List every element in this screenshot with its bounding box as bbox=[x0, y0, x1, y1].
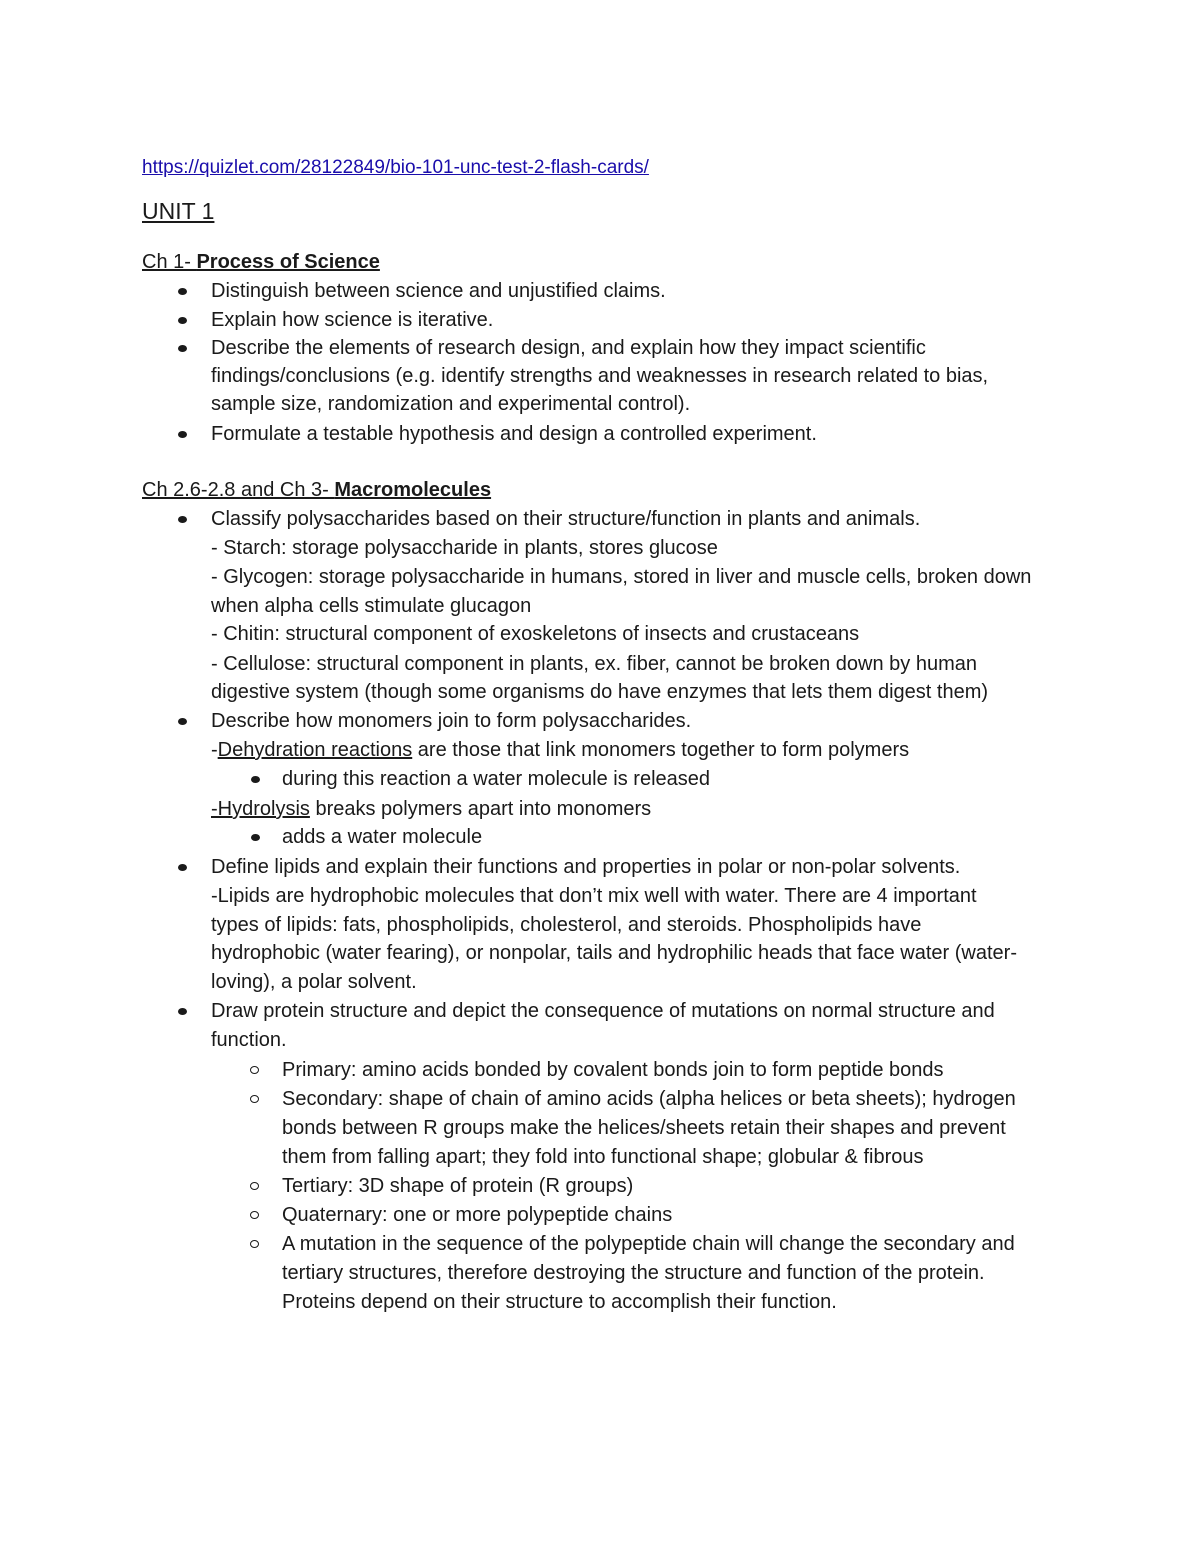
section-heading-macromolecules bbox=[142, 480, 491, 500]
bullet-icon bbox=[178, 431, 187, 438]
list-item-continuation: function. bbox=[211, 1029, 287, 1051]
list-item-detail: loving), a polar solvent. bbox=[211, 971, 417, 993]
list-item-continuation: sample size, randomization and experimental control). bbox=[211, 393, 691, 415]
heading-bold: Process of Science bbox=[196, 251, 380, 273]
list-item-detail: digestive system (though some organisms do have enzymes that lets them digest them) bbox=[211, 681, 989, 703]
list-item-detail: -Lipids are hydrophobic molecules that don’t mix well with water. There are 4 important bbox=[211, 885, 977, 907]
sub-list-item: during this reaction a water molecule is released bbox=[282, 768, 710, 790]
bullet-icon bbox=[251, 834, 260, 841]
list-item: Draw protein structure and depict the consequence of mutations on normal structure and bbox=[211, 1000, 995, 1022]
sub-list-item: Secondary: shape of chain of amino acids (alpha helices or beta sheets); hydrogen bbox=[282, 1088, 1016, 1110]
quizlet-link[interactable]: https://quizlet.com/28122849/bio-101-unc-test-2-flash-cards/ bbox=[142, 157, 649, 178]
unit-title: UNIT 1 bbox=[142, 198, 215, 224]
sub-list-item: A mutation in the sequence of the polypeptide chain will change the secondary and bbox=[282, 1233, 1015, 1255]
list-item-continuation: findings/conclusions (e.g. identify strengths and weaknesses in research related to bias, bbox=[211, 365, 989, 387]
sub-list-item: Tertiary: 3D shape of protein (R groups) bbox=[282, 1175, 634, 1197]
circle-bullet-icon bbox=[250, 1095, 259, 1103]
list-item-detail: - Chitin: structural component of exoskeletons of insects and crustaceans bbox=[211, 623, 860, 645]
list-item: Formulate a testable hypothesis and design a controlled experiment. bbox=[211, 423, 817, 445]
list-item: Distinguish between science and unjustified claims. bbox=[211, 280, 666, 302]
term-dehydration: Dehydration reactions bbox=[217, 739, 413, 761]
dash: - bbox=[211, 739, 218, 761]
sub-list-item-continuation: Proteins depend on their structure to accomplish their function. bbox=[282, 1291, 837, 1313]
list-item-detail: - Glycogen: storage polysaccharide in humans, stored in liver and muscle cells, broken down bbox=[211, 566, 1032, 588]
bullet-icon bbox=[178, 345, 187, 352]
bullet-icon bbox=[178, 317, 187, 324]
heading-prefix: Ch 2.6-2.8 and Ch 3- bbox=[142, 479, 335, 501]
bullet-icon bbox=[178, 864, 187, 871]
term-description: breaks polymers apart into monomers bbox=[309, 798, 652, 820]
sub-list-item: adds a water molecule bbox=[282, 826, 483, 848]
list-item-detail: types of lipids: fats, phospholipids, cholesterol, and steroids. Phospholipids have bbox=[211, 914, 922, 936]
sub-list-item-continuation: tertiary structures, therefore destroying the structure and function of the protein. bbox=[282, 1262, 985, 1284]
circle-bullet-icon bbox=[250, 1240, 259, 1248]
bullet-icon bbox=[178, 1008, 187, 1015]
list-item-detail: - Cellulose: structural component in plants, ex. fiber, cannot be broken down by human bbox=[211, 653, 977, 675]
list-item: Define lipids and explain their functions and properties in polar or non-polar solvents. bbox=[211, 856, 961, 878]
circle-bullet-icon bbox=[250, 1182, 259, 1190]
list-item: Classify polysaccharides based on their structure/function in plants and animals. bbox=[211, 508, 921, 530]
sub-list-item-continuation: bonds between R groups make the helices/sheets retain their shapes and prevent bbox=[282, 1117, 1006, 1139]
list-item: Describe how monomers join to form polysaccharides. bbox=[211, 710, 692, 732]
term-hydrolysis: -Hydrolysis bbox=[211, 798, 310, 820]
bullet-icon bbox=[178, 718, 187, 725]
section-heading-process-of-science bbox=[142, 252, 380, 272]
list-item-detail bbox=[211, 740, 909, 760]
list-item: Describe the elements of research design, and explain how they impact scientific bbox=[211, 337, 926, 359]
list-item: Explain how science is iterative. bbox=[211, 309, 494, 331]
bullet-icon bbox=[178, 516, 187, 523]
circle-bullet-icon bbox=[250, 1211, 259, 1219]
list-item-detail bbox=[211, 799, 651, 819]
bullet-icon bbox=[251, 776, 260, 783]
list-item-detail: when alpha cells stimulate glucagon bbox=[211, 595, 532, 617]
heading-prefix: Ch 1- bbox=[142, 251, 197, 273]
heading-bold: Macromolecules bbox=[334, 479, 492, 501]
sub-list-item: Primary: amino acids bonded by covalent bonds join to form peptide bonds bbox=[282, 1059, 944, 1081]
bullet-icon bbox=[178, 288, 187, 295]
list-item-detail: - Starch: storage polysaccharide in plants, stores glucose bbox=[211, 537, 718, 559]
sub-list-item: Quaternary: one or more polypeptide chains bbox=[282, 1204, 673, 1226]
sub-list-item-continuation: them from falling apart; they fold into functional shape; globular & fibrous bbox=[282, 1146, 924, 1168]
circle-bullet-icon bbox=[250, 1066, 259, 1074]
term-description: are those that link monomers together to form polymers bbox=[412, 739, 910, 761]
list-item-detail: hydrophobic (water fearing), or nonpolar, tails and hydrophilic heads that face water (water- bbox=[211, 942, 1017, 964]
